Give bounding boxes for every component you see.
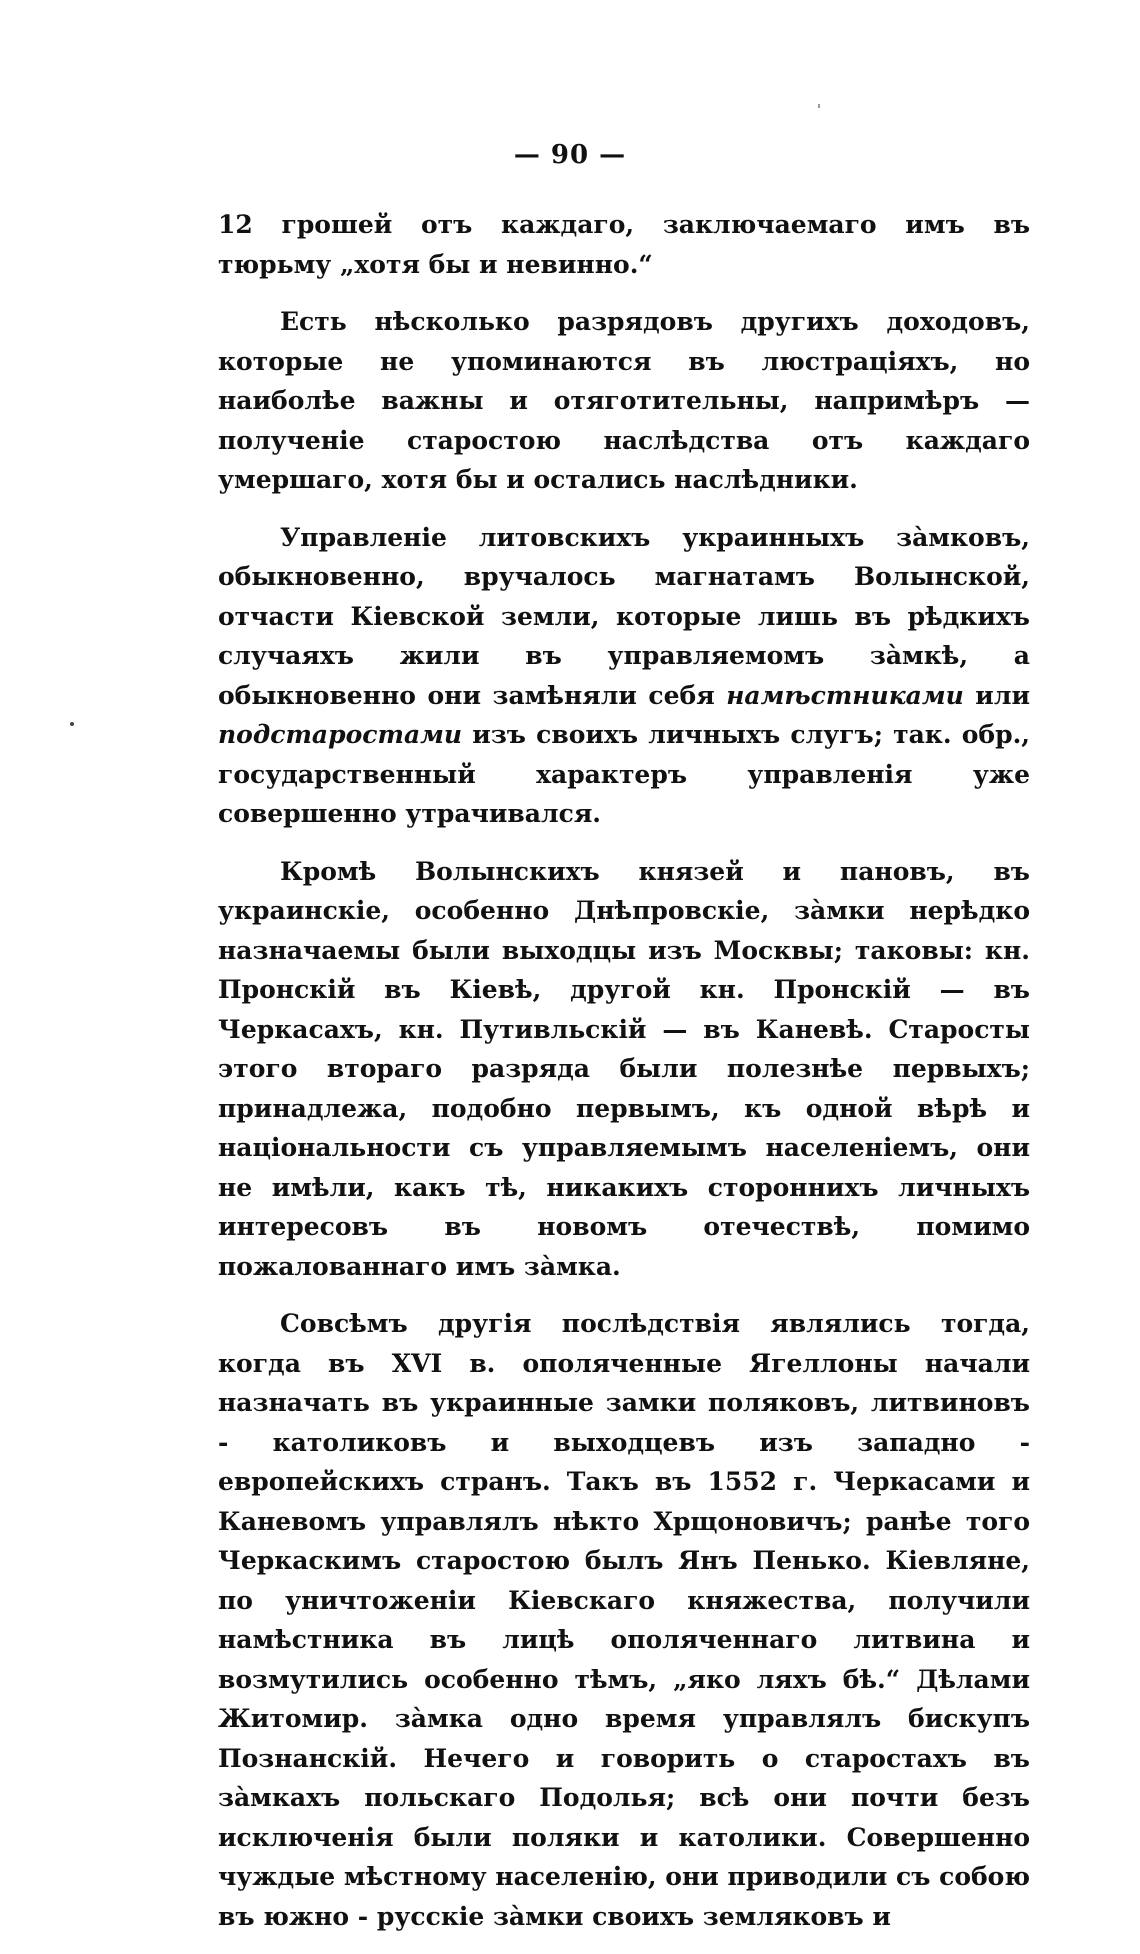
- page-number: — 90 —: [513, 140, 627, 170]
- text-run: Есть нѣсколько разрядовъ другихъ доходовъ, которые не упоминаются въ люстраціяхъ, но наиболѣе важны и отяготительны, напримѣръ — полученіе старостою наслѣдства отъ каждаго умершаго, хотя бы и остались наслѣдники.: [218, 307, 1030, 494]
- emphasized-text: подстаростами: [218, 720, 463, 749]
- emphasized-text: намѣстниками: [726, 680, 964, 710]
- paragraph: [218, 302, 1030, 500]
- body-text: [218, 205, 1030, 1954]
- paragraph: [218, 1304, 1030, 1936]
- text-run: Управленіе литовскихъ украинныхъ зàмковъ, обыкновенно, вручалось магнатамъ Волынской, отчасти Кіевской земли, которые лишь въ рѣдкихъ случаяхъ жили въ управляемомъ зàмкѣ, а обыкновенно они замѣняли себя: [218, 522, 1030, 710]
- scan-speck: [818, 104, 820, 108]
- paragraph: [218, 518, 1030, 834]
- text-run: или: [963, 680, 1030, 710]
- paragraph: [218, 205, 1030, 284]
- text-run: Кромѣ Волынскихъ князей и пановъ, въ украинскіе, особенно Днѣпровскіе, зàмки нерѣдко назначаемы были выходцы изъ Москвы; таковы: кн. Пронскій въ Кіевѣ, другой кн. Пронскій — въ Черкасахъ, кн. Путивльскій — въ Каневѣ. Старосты этого втораго разряда были полезнѣе первыхъ; принадлежа, подобно первымъ, къ одной вѣрѣ и національности съ управляемымъ населеніемъ, они не имѣли, какъ тѣ, никакихъ стороннихъ личныхъ интересовъ въ новомъ отечествѣ, помимо пожалованнаго имъ зàмка.: [218, 856, 1030, 1281]
- text-run: изъ своихъ личныхъ слугъ; так. обр., государственный характеръ управленія уже совершенно утрачивался.: [218, 720, 1030, 828]
- paragraph: [218, 852, 1030, 1287]
- text-run: Совсѣмъ другія послѣдствія являлись тогда, когда въ XVI в. ополяченные Ягеллоны начали назначать въ украинные замки поляковъ, литвиновъ - католиковъ и выходцевъ изъ западно - европейскихъ странъ. Такъ въ 1552 г. Черкасами и Каневомъ управлялъ нѣкто Хрщоновичъ; ранѣе того Черкаскимъ старостою былъ Янъ Пенько. Кіевляне, по уничтоженіи Кіевскаго княжества, получили намѣстника въ лицѣ ополяченнаго литвина и возмутились особенно тѣмъ, „яко ляхъ бѣ.“ Дѣлами Житомир. зàмка одно время управлялъ бискупъ Познанскій. Нечего и говорить о старостахъ въ зàмкахъ польскаго Подолья; всѣ они почти безъ исключенія были поляки и католики. Совершенно чуждые мѣстному населенію, они приводили съ собою въ южно - русскіе зàмки своихъ земляковъ и: [218, 1309, 1030, 1931]
- scan-speck: [70, 722, 74, 726]
- text-run: 12 грошей отъ каждаго, заключаемаго имъ въ тюрьму „хотя бы и невинно.“: [218, 210, 1030, 279]
